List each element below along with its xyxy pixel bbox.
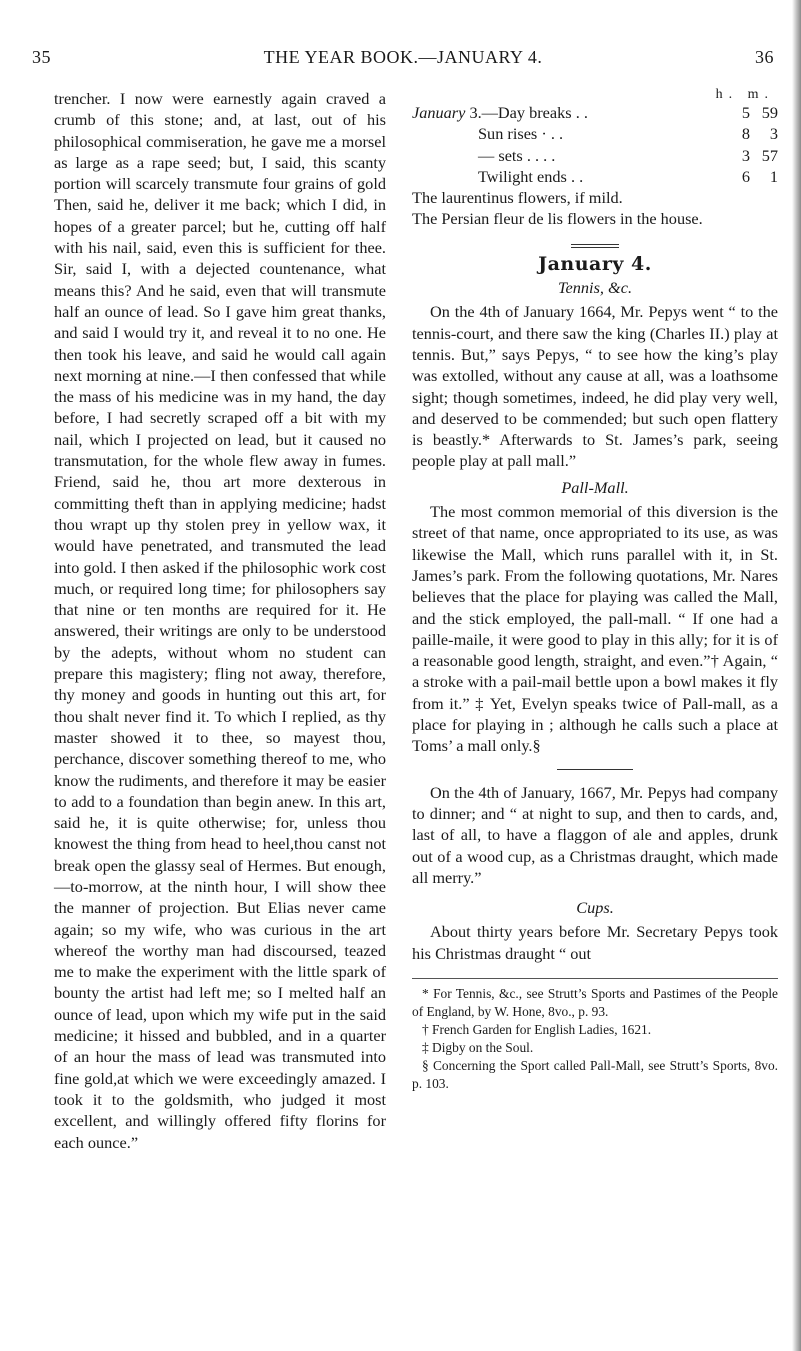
section-heading: Tennis, &c.	[557, 278, 633, 298]
almanac-row	[412, 145, 778, 166]
right-page-number: 36	[755, 47, 774, 67]
almanac-hour: 8	[741, 124, 750, 144]
almanac-hour: 6	[741, 166, 750, 186]
almanac-row-label: Sun rises · . .	[478, 124, 564, 144]
page-edge-shadow	[792, 0, 801, 1351]
almanac-row-label: — sets . . . .	[478, 145, 556, 165]
almanac-note: The Persian fleur de lis flowers in the house.	[412, 209, 703, 229]
footnote: § Concerning the Sport called Pall-Mall, see Strutt’s Sports, 8vo. p. 103.	[412, 1057, 778, 1091]
almanac-minute: 59	[761, 103, 778, 122]
alchemy-narrative: trencher. I now were earnestly again craved a crumb of this stone; and, at last, out of his philosophical commiseration, he gave me a morsel as large as a rape seed; but, I said, this scanty portion will scarcely transmute four grains of gold Then, said he, deliver it me back; which I did, in hopes of a greater parcel; but he, cutting off half with his nail, said, even this is sufficient for thee. Sir, said I, with a dejected countenance, what means this? And he said, even that will transmute half an ounce of lead. So I gave him great thanks, and said I would try it, and reveal it to no one. He then took his leave, and said he would call again next morning at nine.—I then confessed that while the mass of his medicine was in my hand, the day before, I had secretly scraped off a bit with my nail, which I projected on lead, but it caused no transmutation, for the whole flew away in fumes. Friend, said he, thou art more dexterous in committing theft than in applying medicine; hadst thou wrapt up thy stolen prey in yellow wax, it would have penetrated, and transmuted the lead into gold. I then asked if the philosophic work cost much, or required long time; for philosophers say that nine or ten months are required for it. He answered, their writings are only to be understood by the adepts, without whom no student can prepare this magistery; fling not away, therefore, thy money and goods in hunting out this art, for thou shalt never find it. To which I replied, as thy master showed it to thee, so mayest thou, perchance, discover something thereof to me, who know the rudiments, and therefore it may be easier to add to a foundation than begin anew. In this art, said he, it is quite otherwise; for, unless thou knowest the thing from head to heel,thou canst not break open the glassy seal of Hermes. But enough,—to-morrow, at the ninth hour, I will show thee the manner of projection. But Elias never came again; so my wife, who was curious in the art whereof the worthy man had discoursed, teazed me to make the experiment with the little spark of bounty the artist had left me; so I melted half an ounce of lead, upon which my wife put in the said medicine; it hissed and bubbled, and in a quarter of an hour the mass of lead was transmuted into fine gold,at which we were exceedingly amazed. I took it to the goldsmith, who judged it most excellent, and willingly offered fifty florins for each ounce.”	[54, 89, 386, 1152]
almanac-row-label: January 3.—Day breaks . .	[412, 103, 588, 122]
almanac-row	[412, 123, 778, 144]
almanac-row	[412, 166, 778, 187]
running-header	[32, 47, 774, 71]
running-title: THE YEAR BOOK.—JANUARY 4.	[263, 47, 543, 67]
section-heading: Pall-Mall.	[561, 477, 629, 497]
almanac-minute: 57	[761, 145, 778, 165]
leader-dots: . .	[575, 103, 588, 122]
almanac-minute: 3	[769, 124, 778, 144]
almanac-note: The laurentinus flowers, if mild.	[412, 188, 623, 208]
section-text: The most common memorial of this diversion is the street of that name, once appropriated to its use, as was likewise the Mall, which runs parallel with it, in St. James’s park. From the following quotations, Mr. Nares believes that the place for playing was called the Mall, and the stick employed, the pall-mall. “ If one had a paille-maile, it were good to play in this ally; for it is of a reasonable good length, straight, and even.”† Again, “ a stroke with a pail-mail bettle upon a bowl makes it fly from it.” ‡ Yet, Evelyn speaks twice of Pall-mall, as a place for playing in ; although he calls such a place at Toms’ a mall only.§	[412, 502, 778, 756]
left-column	[54, 88, 386, 1153]
almanac-unit-header: h. m.	[715, 87, 774, 102]
footnote: † French Garden for English Ladies, 1621.	[422, 1021, 652, 1037]
right-column	[412, 88, 778, 1093]
section-text: About thirty years before Mr. Secretary Pepys took his Christmas draught “ out	[412, 922, 778, 963]
almanac-table	[412, 88, 778, 230]
almanac-hour: 3	[741, 145, 750, 165]
left-page-number: 35	[32, 47, 51, 67]
almanac-minute: 1	[769, 166, 778, 186]
section-text: On the 4th of January, 1667, Mr. Pepys had company to dinner; and “ at night to sup, and then to cards, and, last of all, to have a flaggon of ale and apples, drunk out of a wood cup, as a Christmas draught, which made all merry.”	[412, 782, 778, 887]
almanac-row-label: Twilight ends . .	[478, 166, 584, 186]
section-divider	[557, 769, 633, 770]
footnote-rule	[412, 978, 778, 979]
footnote: ‡ Digby on the Soul.	[422, 1039, 534, 1055]
footnotes	[412, 978, 778, 1093]
leader-dots: . . . .	[526, 145, 556, 165]
leader-dots: . .	[570, 166, 584, 186]
section-text: On the 4th of January 1664, Mr. Pepys went “ to the tennis-court, and there saw the king (Charles II.) play at tennis. But,” says Pepys, “ to see how the king’s play was extolled, without any cause at all, was a loathsome sight; though sometimes, indeed, he did play very well, and deserved to be commended; but such open flattery is beastly.* Afterwards to St. James’s park, seeing people play at pall mall.”	[412, 302, 778, 471]
day-title: January 4.	[538, 252, 652, 275]
footnote: * For Tennis, &c., see Strutt’s Sports and Pastimes of the People of England, by W. Hone, 8vo., p. 93.	[412, 985, 778, 1019]
almanac-hour: 5	[741, 103, 750, 122]
section-heading: Cups.	[576, 898, 614, 918]
almanac-row	[412, 102, 778, 123]
section-divider	[571, 244, 619, 248]
leader-dots: · . .	[541, 124, 564, 144]
almanac-month: January	[412, 103, 466, 122]
